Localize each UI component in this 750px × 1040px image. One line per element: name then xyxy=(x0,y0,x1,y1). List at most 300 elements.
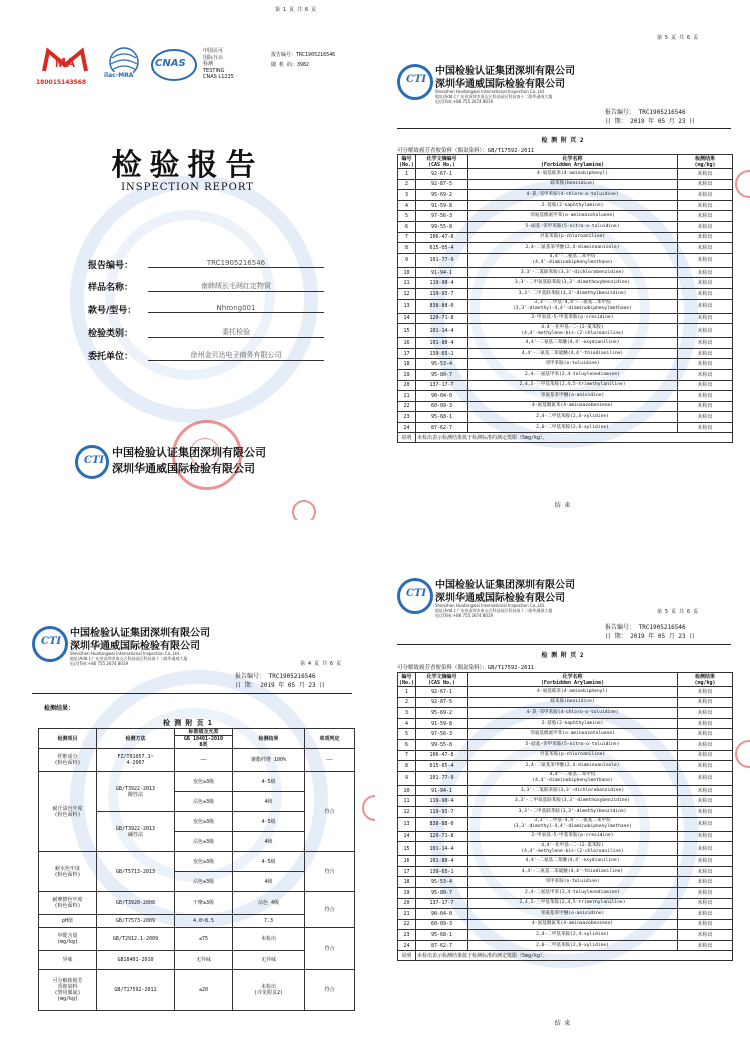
cell-result: 未检出 (详见附页2) xyxy=(233,970,305,1011)
cell-chemical-name: 2-甲氧基-5-甲基苯胺(p-cresidine) xyxy=(468,831,678,842)
cell-cas: 90-04-0 xyxy=(416,391,468,402)
cell-result: 未检出 xyxy=(678,909,733,920)
cell-no: 12 xyxy=(398,288,416,299)
cnas-label: CNAS xyxy=(155,58,186,69)
cell-judgement: 符合 xyxy=(305,970,355,1011)
table-row xyxy=(398,299,733,313)
report-date: 日 期： 2019 年 05 月 23 日 xyxy=(235,682,326,689)
cell-standard: —— xyxy=(175,749,233,772)
table-row xyxy=(398,831,733,842)
cell-chemical-name: 2,6-二甲基苯胺(2,6-xylidine) xyxy=(468,422,678,433)
cell-no: 22 xyxy=(398,401,416,412)
appendix-title: 检 测 附 页 1 xyxy=(162,719,213,727)
table-row xyxy=(398,739,733,750)
lab-name-cn1: 中国检验认证集团深圳有限公司 xyxy=(70,628,210,639)
cell-standard: ≤75 xyxy=(175,928,233,951)
cell-chemical-name: 对氯苯胺(p-chloroaniline) xyxy=(468,750,678,761)
lab-name-en: Shenzhen Huatongwei International Inspection Co.,Ltd. xyxy=(435,89,546,94)
cell-no: 6 xyxy=(398,221,416,232)
col-header-cas: 化学文摘编号 (CAS No.) xyxy=(416,673,468,687)
cell-result: 未检出 xyxy=(678,232,733,243)
table-row xyxy=(39,749,355,772)
table-row xyxy=(398,324,733,338)
cell-cas: 119-90-4 xyxy=(416,278,468,289)
cell-no: 18 xyxy=(398,877,416,888)
cell-cas: 99-55-8 xyxy=(416,739,468,750)
cell-chemical-name: 邻甲苯胺(o-toluidine) xyxy=(468,359,678,370)
table-row xyxy=(398,887,733,898)
cell-no: 22 xyxy=(398,919,416,930)
cell-method: GB/T3922-2013 酸性法 xyxy=(97,772,175,812)
appendix-caption: 可分解致癌芳香胺染料（偶氮染料）：GB/T17592-2011 xyxy=(397,665,535,671)
cell-method: GB/T3920-2008 xyxy=(97,892,175,915)
report-no-label: 报告编号： xyxy=(271,52,297,58)
cti-logo-text: CTI xyxy=(84,455,105,466)
table-row xyxy=(398,313,733,324)
serial-label: 随 机 码： xyxy=(271,62,298,68)
cell-cas: 101-77-9 xyxy=(416,253,468,267)
cell-method: FZ/T01057.1~ 4-2007 xyxy=(97,749,175,772)
cell-item: 耐汗渍色牢度 (粉色面料) xyxy=(39,772,97,852)
cell-result: 无异味 xyxy=(233,951,305,970)
field-row xyxy=(88,258,328,280)
cell-result: 未检出 xyxy=(678,288,733,299)
cell-cas: 91-94-1 xyxy=(416,267,468,278)
table-row xyxy=(398,179,733,190)
cell-chemical-name: 4-氯-邻甲苯胺(4-chloro-o-toluidine) xyxy=(468,708,678,719)
cell-chemical-name: 邻氨基苯甲醚(o-anisidine) xyxy=(468,909,678,920)
note-label: 说明 xyxy=(398,951,416,961)
cell-result: 未检出 xyxy=(678,729,733,740)
report-no: 报告编号： TRC1905216546 xyxy=(605,624,686,631)
header-rule xyxy=(397,128,731,129)
cell-cas: 119-90-4 xyxy=(416,796,468,807)
cell-chemical-name: 4,4'-二氨基二苯硫醚(4,4'-thiodianiline) xyxy=(468,348,678,359)
cell-cas: 106-47-8 xyxy=(416,750,468,761)
table-row xyxy=(398,817,733,831)
company-name-cn1: 中国检验认证集团深圳有限公司 xyxy=(112,446,266,459)
lab-contact xyxy=(435,603,675,618)
cell-chemical-name: 3,3'-二甲氧基联苯胺(3,3'-dimethoxybenzidine) xyxy=(468,278,678,289)
cell-result: 4级 xyxy=(233,872,305,892)
cell-chemical-name: 4-氨基偶氮苯(4-aminoazobenzene) xyxy=(468,919,678,930)
report-no-value: TRC1905216546 xyxy=(296,52,336,58)
cell-result: 未检出 xyxy=(678,750,733,761)
cell-item: 可分解致癌芳 香胺染料 (禁用偶氮) (mg/kg) xyxy=(39,970,97,1011)
cell-no: 15 xyxy=(398,324,416,338)
cell-no: 21 xyxy=(398,391,416,402)
cell-no: 3 xyxy=(398,190,416,201)
cell-cas: 97-56-3 xyxy=(416,729,468,740)
end-mark: 结 束 xyxy=(554,502,571,509)
cell-no: 8 xyxy=(398,243,416,254)
page-number: 第 4 页 共 6 页 xyxy=(300,661,342,667)
field-value: TRC1905216546 xyxy=(148,259,324,268)
cell-chemical-name: 2,4-二氨基甲苯(2,4-toluylenediamine) xyxy=(468,887,678,898)
cell-result: 未检出 xyxy=(678,412,733,423)
table-row xyxy=(398,750,733,761)
table-row xyxy=(39,772,355,792)
cell-no: 14 xyxy=(398,831,416,842)
cell-item: 异味 xyxy=(39,951,97,970)
field-row xyxy=(88,326,328,349)
cell-chemical-name: 2-萘胺(2-naphthylamine) xyxy=(468,200,678,211)
cell-cas: 95-68-1 xyxy=(416,930,468,941)
lab-name-en: Shenzhen Huatongwei International Inspection Co.,Ltd. xyxy=(435,603,546,608)
lab-tel: 电话(Tel):+86 755 2674 8019 xyxy=(70,661,129,666)
cell-result: 未检出 xyxy=(678,422,733,433)
cell-cas: 97-56-3 xyxy=(416,211,468,222)
lab-name-cn1: 中国检验认证集团深圳有限公司 xyxy=(435,66,575,77)
cell-cas: 838-88-0 xyxy=(416,299,468,313)
cell-result: 沾色 4级 xyxy=(233,892,305,915)
cell-cas: 137-17-7 xyxy=(416,898,468,909)
cell-result: 未检出 xyxy=(678,785,733,796)
cell-standard: 变色≥3级 xyxy=(175,772,233,792)
arylamine-table xyxy=(397,672,733,961)
field-label: 报告编号： xyxy=(88,261,134,271)
cell-result: 未检出 xyxy=(678,359,733,370)
seam-stamp xyxy=(735,740,750,768)
table-row xyxy=(398,806,733,817)
cell-result: 未检出 xyxy=(678,831,733,842)
cell-chemical-name: 5-硝基-邻甲苯胺(5-nitro-o-toluidine) xyxy=(468,739,678,750)
table-row xyxy=(398,369,733,380)
cell-item: 纤维成分 (粉色面料) xyxy=(39,749,97,772)
field-label: 委托单位： xyxy=(88,352,134,362)
cell-standard: 4.0~8.5 xyxy=(175,915,233,928)
cell-result: 未检出 xyxy=(678,856,733,867)
cell-result: 未检出 xyxy=(678,687,733,698)
cell-no: 18 xyxy=(398,359,416,370)
report-no: 报告编号： TRC1905216546 xyxy=(605,109,686,116)
field-row xyxy=(88,349,328,372)
lab-header xyxy=(32,620,372,680)
header-rule xyxy=(397,644,731,645)
cell-chemical-name: 3,3'-二甲基-4,4'-二氨基二苯甲烷 (3,3'-dimethyl-4,4'-diaminobiphenylmethane) xyxy=(468,817,678,831)
cnas-caption-line: TESTING xyxy=(203,67,225,74)
table-row xyxy=(398,401,733,412)
cell-chemical-name: 邻氨基偶氮甲苯(o-aminoazotoluene) xyxy=(468,211,678,222)
cell-no: 12 xyxy=(398,806,416,817)
cell-cas: 92-67-1 xyxy=(416,687,468,698)
cell-chemical-name: 3,3'-二甲基-4,4'-二氨基二苯甲烷 (3,3'-dimethyl-4,4'-diaminobiphenylmethane) xyxy=(468,299,678,313)
cell-cas: 91-59-8 xyxy=(416,718,468,729)
cell-standard: 干摩≥3级 xyxy=(175,892,233,915)
cell-cas: 87-62-7 xyxy=(416,422,468,433)
cell-no: 14 xyxy=(398,313,416,324)
report-meta xyxy=(605,623,695,641)
cell-chemical-name: 4-氯-邻甲苯胺(4-chloro-o-toluidine) xyxy=(468,190,678,201)
cell-cas: 139-65-1 xyxy=(416,348,468,359)
note-label: 说明 xyxy=(398,433,416,443)
table-header-row xyxy=(39,729,355,736)
cell-cas: 101-80-4 xyxy=(416,856,468,867)
cell-chemical-name: 4,4'-亚甲基-二-(2-氯苯胺) (4,4'-methylene-bis-(2-chloroaniline) xyxy=(468,324,678,338)
cell-chemical-name: 4-氨基联苯(4-aminobiphenyl) xyxy=(468,169,678,180)
cell-cas: 95-80-7 xyxy=(416,887,468,898)
cell-standard: 变色≥3级 xyxy=(175,812,233,832)
table-row xyxy=(398,687,733,698)
cell-cas: 139-65-1 xyxy=(416,866,468,877)
cell-chemical-name: 4,4'-二氨基二苯甲烷 (4,4'-diaminobiphenylmethane) xyxy=(468,771,678,785)
table-row xyxy=(398,898,733,909)
cell-cas: 95-80-7 xyxy=(416,369,468,380)
cell-no: 11 xyxy=(398,278,416,289)
table-row xyxy=(398,169,733,180)
seam-stamp xyxy=(362,795,375,821)
table-row xyxy=(398,842,733,856)
cell-no: 6 xyxy=(398,739,416,750)
cell-no: 13 xyxy=(398,817,416,831)
cell-result: 4-5级 xyxy=(233,852,305,872)
cell-method: GB/T17592-2011 xyxy=(97,970,175,1011)
cell-standard: 无异味 xyxy=(175,951,233,970)
cell-chemical-name: 4-氨基偶氮苯(4-aminoazobenzene) xyxy=(468,401,678,412)
cell-cas: 91-94-1 xyxy=(416,785,468,796)
field-label: 样品名称： xyxy=(88,283,134,293)
cell-result: 未检出 xyxy=(678,278,733,289)
table-row xyxy=(398,232,733,243)
cell-result: 未检出 xyxy=(678,369,733,380)
cti-logo-icon xyxy=(32,626,68,662)
cell-chemical-name: 2,4,5-三甲基苯胺(2,4,5-trimethylaniline) xyxy=(468,898,678,909)
cell-cas: 92-67-1 xyxy=(416,169,468,180)
col-header-result: 检测结果 xyxy=(233,729,305,749)
cell-no: 9 xyxy=(398,253,416,267)
lab-tel: 电话(Tel):+86 755 2674 8019 xyxy=(435,613,494,618)
table-row xyxy=(398,422,733,433)
cell-result: 未检出 xyxy=(678,221,733,232)
cell-result: 4-5级 xyxy=(233,812,305,832)
cell-result: 未检出 xyxy=(678,887,733,898)
table-row xyxy=(398,930,733,941)
cell-cas: 615-05-4 xyxy=(416,243,468,254)
cti-logo-text: CTI xyxy=(41,636,62,647)
col-header-no: 编号 (No.) xyxy=(399,673,415,686)
table-row xyxy=(398,221,733,232)
cover-title-en: INSPECTION REPORT xyxy=(121,182,254,193)
appendix2-page-bottom xyxy=(375,520,750,1040)
cell-result: 未检出 xyxy=(678,930,733,941)
cell-chemical-name: 4,4'-二氨基二苯醚(4,4'-oxydianiline) xyxy=(468,856,678,867)
cell-cas: 838-88-0 xyxy=(416,817,468,831)
cell-result: 未检出 xyxy=(678,169,733,180)
cell-no: 5 xyxy=(398,729,416,740)
report-meta xyxy=(605,108,695,126)
cell-no: 9 xyxy=(398,771,416,785)
cell-result: 未检出 xyxy=(678,771,733,785)
header-rule xyxy=(32,693,352,694)
cell-cas: 615-05-4 xyxy=(416,761,468,772)
cell-no: 11 xyxy=(398,796,416,807)
cell-cas: 60-09-3 xyxy=(416,919,468,930)
cell-chemical-name: 邻氨基苯甲醚(o-anisidine) xyxy=(468,391,678,402)
test-results-table xyxy=(38,728,355,1011)
cell-result: 未检出 xyxy=(678,391,733,402)
cell-result: 未检出 xyxy=(678,243,733,254)
table-note-row xyxy=(398,951,733,961)
cell-chemical-name: 4-氨基联苯(4-aminobiphenyl) xyxy=(468,687,678,698)
cell-no: 1 xyxy=(398,169,416,180)
cell-result: 未检出 xyxy=(678,940,733,951)
page-number: 第 5 页 共 6 页 xyxy=(657,609,699,615)
cell-result: 未检出 xyxy=(678,211,733,222)
table-row xyxy=(398,919,733,930)
cell-result: 未检出 xyxy=(678,313,733,324)
page-number: 第 1 页 共 6 页 xyxy=(275,7,317,13)
cell-cas: 92-87-5 xyxy=(416,179,468,190)
cma-number: 180015143568 xyxy=(36,79,87,86)
cell-no: 21 xyxy=(398,909,416,920)
cell-no: 8 xyxy=(398,761,416,772)
cell-no: 16 xyxy=(398,338,416,349)
cell-result: 未检出 xyxy=(678,179,733,190)
cell-no: 10 xyxy=(398,267,416,278)
table-row xyxy=(398,348,733,359)
lab-name-en: Shenzhen Huatongwei International Inspection Co.,Ltd. xyxy=(70,651,181,656)
table-row xyxy=(398,877,733,888)
cma-logo xyxy=(38,45,92,77)
ilac-label: ilac-MRA xyxy=(104,72,134,79)
table-row xyxy=(398,278,733,289)
table-row xyxy=(398,190,733,201)
field-label: 检验类别： xyxy=(88,329,134,339)
cell-cas: 91-59-8 xyxy=(416,200,468,211)
lab-name-cn2: 深圳华通威国际检验有限公司 xyxy=(435,593,565,604)
cell-cas: 120-71-8 xyxy=(416,313,468,324)
cell-chemical-name: 对氯苯胺(p-chloroaniline) xyxy=(468,232,678,243)
cell-chemical-name: 5-硝基-邻甲苯胺(5-nitro-o-toluidine) xyxy=(468,221,678,232)
note-text: 未检出表示检测结果低于检测标准的测定低限（5mg/kg）。 xyxy=(416,433,733,443)
cell-chemical-name: 联苯胺(benzidine) xyxy=(468,179,678,190)
table-row xyxy=(398,253,733,267)
cell-result: 未检出 xyxy=(678,898,733,909)
cell-no: 20 xyxy=(398,898,416,909)
table-row xyxy=(398,380,733,391)
cell-result: 未检出 xyxy=(678,708,733,719)
serial-value: 3982 xyxy=(297,62,310,68)
cti-logo-icon xyxy=(75,445,109,479)
cell-cas: 95-68-1 xyxy=(416,412,468,423)
appendix-title: 检 测 附 页 2 xyxy=(541,652,584,659)
cell-chemical-name: 邻甲苯胺(o-toluidine) xyxy=(468,877,678,888)
table-row xyxy=(398,771,733,785)
table-row xyxy=(398,785,733,796)
col-header-method: 检测方法 xyxy=(97,729,175,749)
cell-result: 7.3 xyxy=(233,915,305,928)
cell-no: 13 xyxy=(398,299,416,313)
cell-standard: 沾色≥3级 xyxy=(175,872,233,892)
cell-cas: 101-14-4 xyxy=(416,324,468,338)
cell-chemical-name: 4,4'-亚甲基-二-(2-氯苯胺) (4,4'-methylene-bis-(2-chloroaniline) xyxy=(468,842,678,856)
lab-contact xyxy=(70,651,310,666)
table-row xyxy=(398,211,733,222)
cell-result: 聚酯纤维 100% xyxy=(233,749,305,772)
cell-cas: 120-71-8 xyxy=(416,831,468,842)
lab-contact xyxy=(435,89,675,104)
cell-chemical-name: 4,4'-二氨基二苯醚(4,4'-oxydianiline) xyxy=(468,338,678,349)
table-row xyxy=(398,267,733,278)
appendix1-page xyxy=(0,520,375,1040)
cell-standard: 变色≥3级 xyxy=(175,852,233,872)
standard-code: GB 18401-2010 xyxy=(183,736,224,742)
lab-name-cn2: 深圳华通威国际检验有限公司 xyxy=(435,79,565,90)
report-no: 报告编号： TRC1905216546 xyxy=(235,673,316,680)
lab-address: 地址(Add.):广东省深圳市南山区科技园区科技南十二路华通威大厦 xyxy=(435,94,553,99)
cell-chemical-name: 3,3'-二氯联苯胺(3,3'-dichlorobenzidine) xyxy=(468,785,678,796)
col-header-standard-sub xyxy=(175,736,233,749)
cell-result: 未检出 xyxy=(678,796,733,807)
cell-result: 未检出 xyxy=(678,190,733,201)
cell-item: 耐摩擦色牢度 (粉色面料) xyxy=(39,892,97,915)
cell-no: 2 xyxy=(398,179,416,190)
cell-chemical-name: 邻氨基偶氮甲苯(o-aminoazotoluene) xyxy=(468,729,678,740)
cell-result: 未检出 xyxy=(678,761,733,772)
cell-result: 未检出 xyxy=(678,817,733,831)
cell-judgement: 符合 xyxy=(305,852,355,892)
cell-no: 23 xyxy=(398,412,416,423)
report-meta xyxy=(235,672,325,690)
appendix2-page-top xyxy=(375,0,750,520)
cell-no: 19 xyxy=(398,369,416,380)
cell-judgement: —— xyxy=(305,749,355,772)
page-number: 第 5 页 共 6 页 xyxy=(657,35,699,41)
cell-no: 1 xyxy=(398,687,416,698)
cell-no: 15 xyxy=(398,842,416,856)
table-row xyxy=(398,796,733,807)
cell-no: 10 xyxy=(398,785,416,796)
cell-result: 4-5级 xyxy=(233,772,305,792)
cell-judgement: 符合 xyxy=(305,772,355,852)
table-row xyxy=(39,892,355,915)
table-row xyxy=(398,391,733,402)
note-text: 未检出表示检测结果低于检测标准的测定低限（5mg/kg）。 xyxy=(416,951,733,961)
cell-result: 未检出 xyxy=(678,739,733,750)
cell-result: 未检出 xyxy=(678,253,733,267)
col-header-cas: 化学文摘编号 (CAS No.) xyxy=(416,155,468,169)
cell-standard: ≤20 xyxy=(175,970,233,1011)
cell-chemical-name: 2,4-二氨基甲苯(2,4-toluylenediamine) xyxy=(468,369,678,380)
table-row xyxy=(398,909,733,920)
cell-judgement: 符合 xyxy=(305,892,355,928)
table-row xyxy=(39,970,355,1011)
table-row xyxy=(398,412,733,423)
cell-item: pH值 xyxy=(39,915,97,928)
cover-fields xyxy=(88,258,328,372)
col-header-no: 编号 (No.) xyxy=(399,155,415,168)
cell-result: 未检出 xyxy=(678,380,733,391)
table-header-row xyxy=(398,673,733,687)
end-mark: 结 束 xyxy=(554,1020,571,1027)
seam-stamp xyxy=(292,500,316,520)
lab-name-cn1: 中国检验认证集团深圳有限公司 xyxy=(435,580,575,591)
lab-name-cn2: 深圳华通威国际检验有限公司 xyxy=(70,641,200,652)
cell-cas: 119-93-7 xyxy=(416,806,468,817)
cell-judgement: 符合 xyxy=(305,928,355,970)
cell-cas: 101-14-4 xyxy=(416,842,468,856)
cell-result: 未检出 xyxy=(678,348,733,359)
cell-cas: 87-62-7 xyxy=(416,940,468,951)
cell-no: 19 xyxy=(398,887,416,898)
cell-result: 未检出 xyxy=(678,919,733,930)
cell-result: 4级 xyxy=(233,832,305,852)
cnas-caption-line: 中国认可 xyxy=(203,48,224,54)
lab-address: 地址(Add.):广东省深圳市南山区科技园区科技南十二路华通威大厦 xyxy=(435,608,553,613)
table-row xyxy=(398,729,733,740)
arylamine-table xyxy=(397,154,733,443)
report-date: 日 期： 2019 年 05 月 23 日 xyxy=(605,118,696,125)
